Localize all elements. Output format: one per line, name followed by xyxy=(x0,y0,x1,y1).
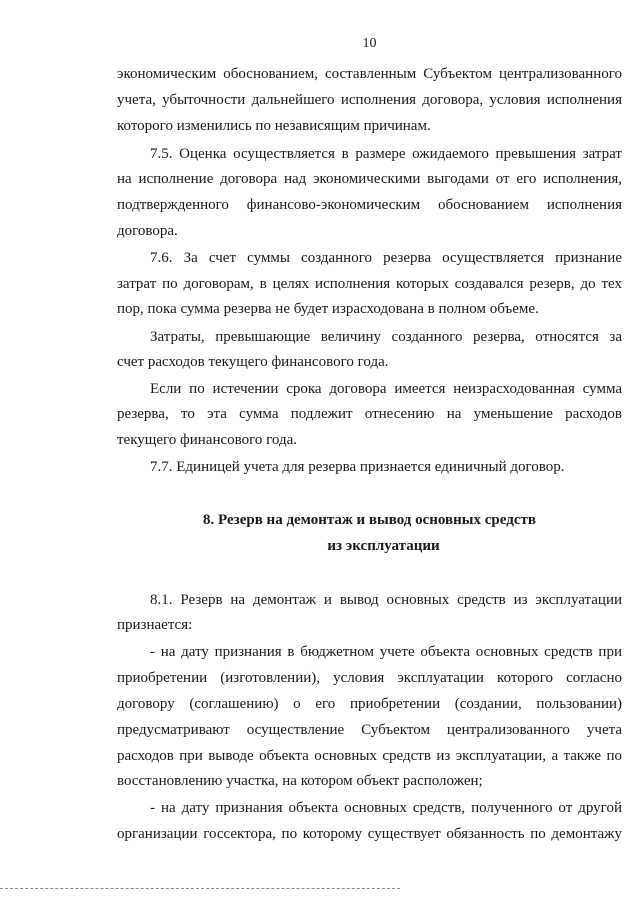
text-line: резерва, то эта сумма подлежит отнесению на уменьшение расходов xyxy=(117,406,622,422)
text-line: 7.5. Оценка осуществляется в размере ожидаемого превышения затрат xyxy=(150,146,622,162)
text-line: которого изменились по независящим причинам. xyxy=(117,118,431,134)
text-line: текущего финансового года. xyxy=(117,432,298,448)
text-line: экономическим обоснованием, составленным Субъектом централизованного xyxy=(117,66,622,82)
text-line: на исполнение договора над экономическими выгодами от его исполнения, xyxy=(117,171,622,187)
text-line: Если по истечении срока договора имеется неизрасходованная сумма xyxy=(150,381,622,397)
scan-artifact-line xyxy=(0,888,400,889)
text-line: пор, пока сумма резерва не будет израсходована в полном объеме. xyxy=(117,301,539,317)
text-line: подтвержденного финансово-экономическим обоснованием исполнения xyxy=(117,197,622,213)
text-line: 7.7. Единицей учета для резерва признается единичный договор. xyxy=(150,459,565,475)
section-heading: из эксплуатации xyxy=(327,538,440,554)
text-line: 8.1. Резерв на демонтаж и вывод основных средств из эксплуатации xyxy=(150,592,622,608)
list-item-line: организации госсектора, по которому существует обязанность по демонтажу xyxy=(117,826,622,842)
page-number: 10 xyxy=(362,36,377,51)
list-item-line: приобретении (изготовлении), условия эксплуатации которого согласно xyxy=(117,670,622,686)
list-item-line: договору (соглашению) о его приобретении (создании, пользовании) xyxy=(117,696,622,712)
text-line: учета, убыточности дальнейшего исполнения договора, условия исполнения xyxy=(117,92,622,108)
text-line: счет расходов текущего финансового года. xyxy=(117,354,389,370)
text-line: затрат по договорам, в целях исполнения которых создавался резерв, до тех xyxy=(117,276,622,292)
list-item-line: расходов при выводе объекта основных средств из эксплуатации, а также по xyxy=(117,748,622,764)
list-item-line: восстановлению участка, на котором объект расположен; xyxy=(117,773,483,789)
text-line: признается: xyxy=(117,617,193,633)
list-item-line: - на дату признания в бюджетном учете объекта основных средств при xyxy=(150,644,622,660)
list-item-line: предусматривают осуществление Субъектом централизованного учета xyxy=(117,722,622,738)
text-line: 7.6. За счет суммы созданного резерва осуществляется признание xyxy=(150,250,622,266)
list-item-line: - на дату признания объекта основных средств, полученного от другой xyxy=(150,800,622,816)
text-line: договора. xyxy=(117,223,178,239)
section-heading: 8. Резерв на демонтаж и вывод основных средств xyxy=(203,512,536,528)
text-line: Затраты, превышающие величину созданного резерва, относятся за xyxy=(150,329,622,345)
